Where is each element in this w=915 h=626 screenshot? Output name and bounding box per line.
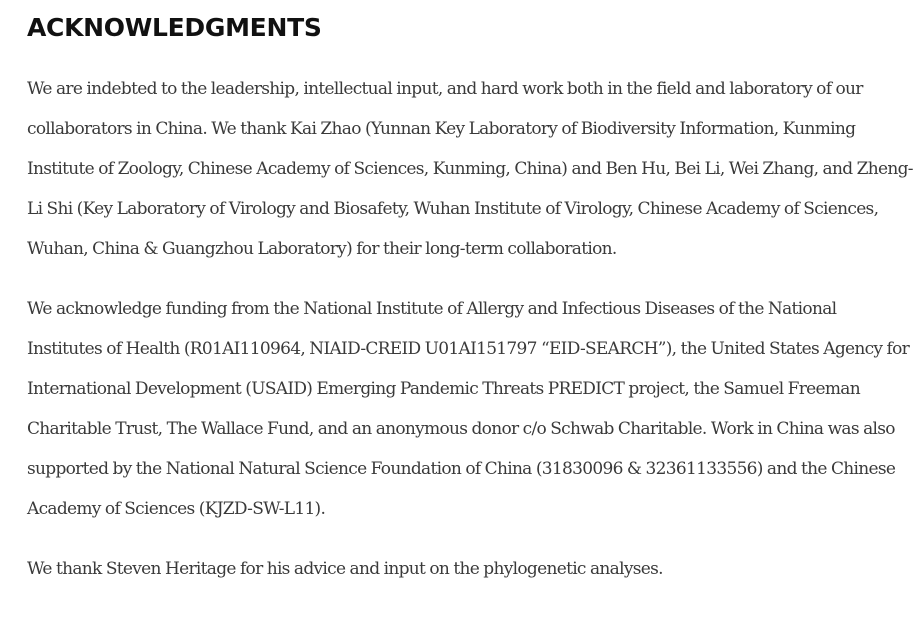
section-heading: ACKNOWLEDGMENTS [27, 13, 322, 42]
paragraph-funding: We acknowledge funding from the National Institute of Allergy and Infectious Diseases of the National Institutes of Health (R01AI110964, NIAID-CREID U01AI151797 “EID-SEARCH”), the United States Agency for International Development (USAID) Emerging Pandemic Threats PREDICT project, the Samuel Freeman Charitable Trust, The Wallace Fund, and an anonymous donor c/o Schwab Charitable. Work in China was also supported by the National Natural Science Foundation of China (31830096 & 32361133556) and the Chinese Academy of Sciences (KJZD-SW-L11). [27, 299, 910, 519]
acknowledgments-section [27, 0, 915, 589]
paragraph-collaborators: We are indebted to the leadership, intellectual input, and hard work both in the field and laboratory of our collaborators in China. We thank Kai Zhao (Yunnan Key Laboratory of Biodiversity Information, Kunming Institute of Zoology, Chinese Academy of Sciences, Kunming, China) and Ben Hu, Bei Li, Wei Zhang, and Zheng-Li Shi (Key Laboratory of Virology and Biosafety, Wuhan Institute of Virology, Chinese Academy of Sciences, Wuhan, China & Guangzhou Laboratory) for their long-term collaboration. [27, 79, 913, 259]
paragraph-thanks: We thank Steven Heritage for his advice and input on the phylogenetic analyses. [27, 559, 663, 579]
